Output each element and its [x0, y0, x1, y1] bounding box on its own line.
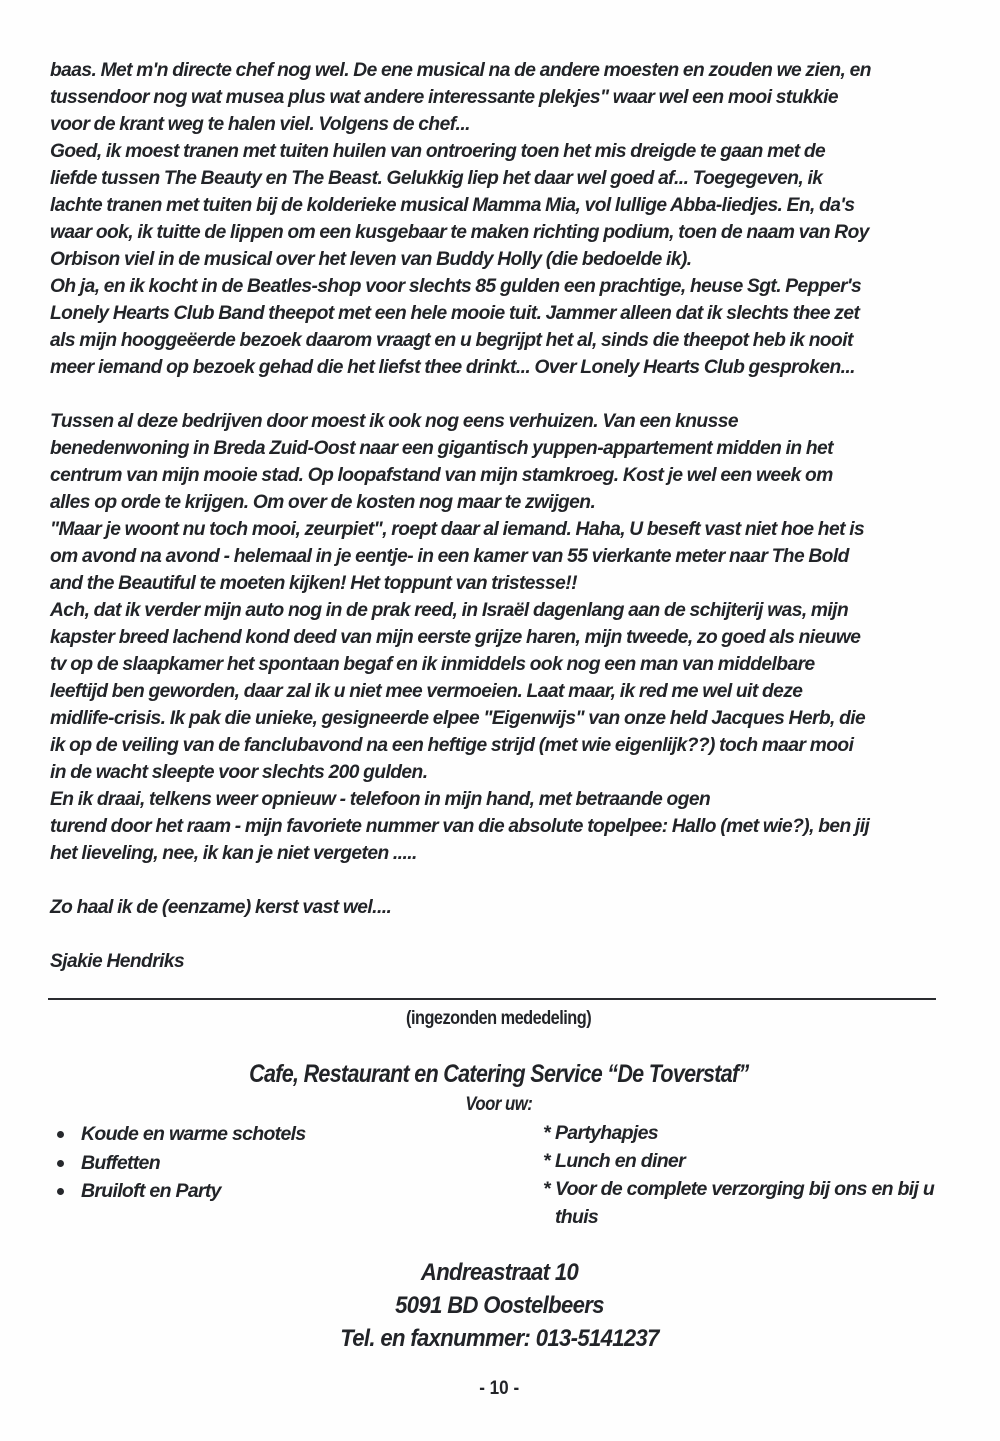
text-line: ik op de veiling van de fanclubavond na een heftige strijd (met wie eigenlijk??) toch maar mooi: [50, 735, 854, 756]
street-address: Andreastraat 10: [420, 1259, 579, 1286]
author-name: Sjakie Hendriks: [50, 951, 185, 972]
asterisk-icon: *: [543, 1178, 550, 1200]
text-line: leeftijd ben geworden, daar zal ik u niet mee vermoeien. Laat maar, ik red me wel uit deze: [50, 681, 803, 702]
asterisk-icon: *: [543, 1122, 550, 1144]
text-line: voor de krant weg te halen viel. Volgens de chef...: [50, 114, 470, 135]
list-item: [55, 1177, 305, 1206]
list-item-label: Partyhapjes: [555, 1122, 658, 1144]
text-line: Ach, dat ik verder mijn auto nog in de prak reed, in Israël dagenlang aan de schijterij was, mijn: [50, 600, 849, 621]
list-item-label: Voor de complete verzorging bij ons en bij u thuis: [555, 1178, 935, 1228]
paragraph-gap: [50, 921, 950, 948]
text-line: waar ook, ik tuitte de lippen om een kusgebaar te maken richting podium, toen de naam van Roy: [50, 222, 869, 243]
list-item: [543, 1147, 943, 1175]
text-line: and the Beautiful te moeten kijken! Het toppunt van tristesse!!: [50, 573, 577, 594]
phone-number: Tel. en faxnummer: 013-5141237: [340, 1325, 659, 1352]
postal-city: 5091 BD Oostelbeers: [395, 1292, 604, 1319]
text-line: benedenwoning in Breda Zuid-Oost naar een gigantisch yuppen-appartement midden in het: [50, 438, 833, 459]
paragraph-1: [50, 57, 950, 381]
text-line: turend door het raam - mijn favoriete nummer van die absolute topelpee: Hallo (met wie?), ben jij: [50, 816, 870, 837]
page-number: - 10 -: [479, 1378, 520, 1399]
author-signature: [50, 948, 950, 975]
text-line: liefde tussen The Beauty en The Beast. Gelukkig liep het daar wel goed af... Toegegeven, ik: [50, 168, 823, 189]
text-line: tussendoor nog wat musea plus wat andere interessante plekjes" waar wel een mooi stukkie: [50, 87, 839, 108]
text-line: "Maar je woont nu toch mooi, zeurpiet", roept daar al iemand. Haha, U beseft vast niet hoe het is: [50, 519, 865, 540]
ad-subtitle: Voor uw:: [465, 1093, 533, 1115]
bullet-icon: [57, 1131, 64, 1138]
ad-services-list-left: [55, 1120, 305, 1206]
bullet-icon: [57, 1188, 64, 1195]
list-item-label: Bruiloft en Party: [81, 1180, 221, 1202]
text-line: centrum van mijn mooie stad. Op loopafstand van mijn stamkroeg. Kost je wel een week om: [50, 465, 833, 486]
text-line: in de wacht sleepte voor slechts 200 gulden.: [50, 762, 428, 783]
list-item-label: Buffetten: [81, 1151, 160, 1174]
paragraph-2: [50, 408, 950, 867]
list-item: [543, 1175, 943, 1231]
text-line: midlife-crisis. Ik pak die unieke, gesigneerde elpee "Eigenwijs" van onze held Jacques Herb, die: [50, 708, 866, 729]
list-item: [55, 1149, 305, 1178]
list-item: [55, 1120, 305, 1149]
text-line: baas. Met m'n directe chef nog wel. De ene musical na de andere moesten en zouden we zien, en: [50, 60, 871, 81]
text-line: als mijn hooggeëerde bezoek daarom vraagt en u begrijpt het al, sinds die theepot heb ik nooit: [50, 330, 853, 351]
text-line: tv op de slaapkamer het spontaan begaf en ik inmiddels ook nog een man van middelbare: [50, 654, 815, 675]
closing-line: [50, 894, 950, 921]
ad-disclaimer: (ingezonden mededeling): [406, 1008, 592, 1029]
text-line: En ik draai, telkens weer opnieuw - telefoon in mijn hand, met betraande ogen: [50, 789, 711, 810]
asterisk-icon: *: [543, 1150, 550, 1172]
text-line: Goed, ik moest tranen met tuiten huilen van ontroering toen het mis dreigde te gaan met de: [50, 141, 826, 162]
ad-services-list-right: [543, 1119, 943, 1231]
text-line: Zo haal ik de (eenzame) kerst vast wel....: [50, 897, 392, 918]
section-divider: [48, 998, 936, 1000]
text-line: lachte tranen met tuiten bij de kolderieke musical Mamma Mia, vol lullige Abba-liedjes. En, da's: [50, 195, 855, 216]
text-line: Tussen al deze bedrijven door moest ik ook nog eens verhuizen. Van een knusse: [50, 411, 738, 432]
text-line: Orbison viel in de musical over het leven van Buddy Holly (die bedoelde ik).: [50, 249, 692, 270]
ad-address: [0, 1256, 1000, 1355]
article-body: [50, 57, 950, 975]
list-item-label: Lunch en diner: [555, 1150, 685, 1172]
text-line: alles op orde te krijgen. Om over de kosten nog maar te zwijgen.: [50, 492, 596, 513]
text-line: kapster breed lachend kond deed van mijn eerste grijze haren, mijn tweede, zo goed als nieuwe: [50, 627, 861, 648]
text-line: om avond na avond - helemaal in je eentje- in een kamer van 55 vierkante meter naar The Bold: [50, 546, 849, 567]
ad-title: Cafe, Restaurant en Catering Service “De Toverstaf”: [249, 1060, 749, 1088]
text-line: Oh ja, en ik kocht in de Beatles-shop voor slechts 85 gulden een prachtige, heuse Sgt. Pepper's: [50, 276, 862, 297]
list-item: [543, 1119, 943, 1147]
text-line: het lieveling, nee, ik kan je niet vergeten .....: [50, 843, 417, 864]
bullet-icon: [57, 1160, 64, 1167]
paragraph-gap: [50, 867, 950, 894]
text-line: meer iemand op bezoek gehad die het liefst thee drinkt... Over Lonely Hearts Club gesproken...: [50, 357, 855, 378]
text-line: Lonely Hearts Club Band theepot met een hele mooie tuit. Jammer alleen dat ik slechts thee zet: [50, 303, 860, 324]
list-item-label: Koude en warme schotels: [81, 1123, 306, 1145]
paragraph-gap: [50, 381, 950, 408]
